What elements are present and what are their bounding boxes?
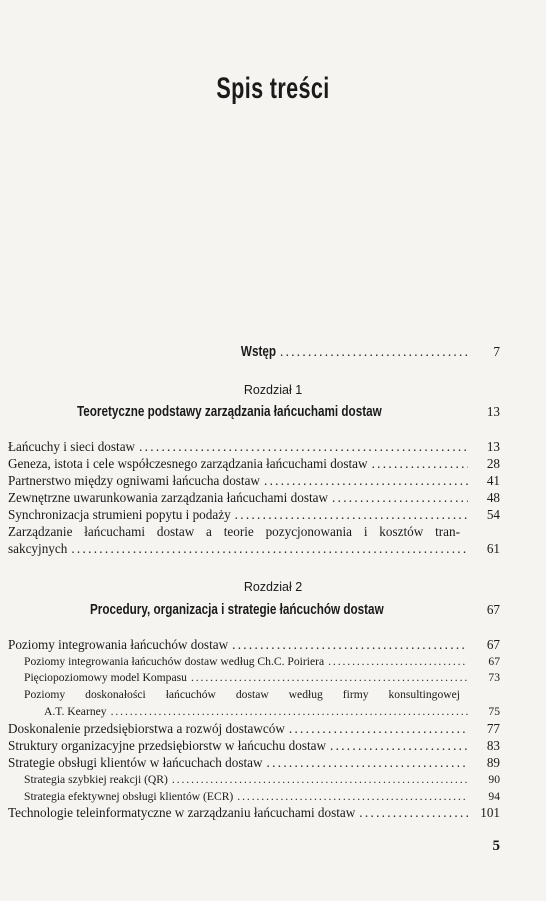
toc-entry-label-line1: Zarządzanie łańcuchami dostaw a teorie pozycjonowania i kosztów tran- [8, 524, 460, 539]
leader-dots [172, 771, 468, 788]
toc-page: 89 [486, 755, 500, 770]
toc-subentry[interactable] [8, 669, 500, 686]
toc-entry-label: Pięciopoziomowy model Kompasu [24, 671, 187, 684]
toc-entry-label-line2: A.T. Kearney [44, 705, 107, 718]
toc-entry[interactable] [8, 636, 500, 653]
leader-dots [232, 636, 468, 653]
chapter-1-heading-row[interactable] [8, 403, 500, 420]
toc-subentry[interactable] [8, 788, 500, 805]
leader-dots [332, 489, 468, 506]
toc-entry[interactable] [8, 455, 500, 472]
toc-entry[interactable] [8, 737, 500, 754]
toc-entry-label: Poziomy integrowania łańcuchów dostaw według Ch.C. Poiriera [24, 655, 325, 668]
toc-page: 94 [488, 790, 500, 803]
toc-intro[interactable] [8, 343, 500, 360]
toc-page: 73 [488, 671, 500, 684]
toc-entry-label: Strategia szybkiej reakcji (QR) [24, 773, 168, 786]
chapter-2-heading: Procedury, organizacja i strategie łańcuchów dostaw [89, 601, 384, 618]
chapter-2-label: Rozdział 2 [243, 580, 303, 594]
toc-entry-label: Geneza, istota i cele współczesnego zarządzania łańcuchami dostaw [8, 456, 368, 471]
toc-page: 48 [486, 490, 500, 505]
toc-entry-label-line2: sakcyjnych [8, 541, 68, 556]
toc-entry-label: Technologie teleinformatyczne w zarządzaniu łańcuchami dostaw [8, 805, 356, 820]
toc-subentry[interactable] [8, 771, 500, 788]
toc-entry-label: Strategia efektywnej obsługi klientów (ECR) [24, 790, 234, 803]
toc-subentry-multiline[interactable] [24, 686, 500, 720]
toc-page: 83 [486, 738, 500, 753]
toc-subentry[interactable] [8, 653, 500, 670]
leader-dots [235, 506, 468, 523]
toc-entry[interactable] [8, 438, 500, 455]
toc-page: 61 [486, 541, 500, 556]
toc-entry-label: Partnerstwo między ogniwami łańcucha dostaw [8, 473, 260, 488]
chapter-2-heading-row[interactable] [8, 601, 500, 618]
toc-entry[interactable] [8, 754, 500, 771]
toc-entry-label: Synchronizacja strumieni popytu i podaży [8, 507, 231, 522]
intro-label: Wstęp [240, 343, 276, 360]
toc-page: 41 [486, 473, 500, 488]
toc-page: 13 [486, 439, 500, 454]
toc-page: 67 [486, 602, 500, 617]
toc-entry-label: Poziomy integrowania łańcuchów dostaw [8, 637, 229, 652]
leader-dots [237, 788, 468, 805]
toc-page: 67 [486, 637, 500, 652]
leader-dots [372, 455, 468, 472]
toc-entry-label: Doskonalenie przedsiębiorstwa a rozwój dostawców [8, 721, 285, 736]
leader-dots [359, 804, 468, 821]
toc-entry[interactable] [8, 804, 500, 821]
toc-page: 77 [486, 721, 500, 736]
leader-dots [71, 540, 468, 557]
toc-page: 54 [486, 507, 500, 522]
chapter-1-label: Rozdział 1 [243, 383, 303, 397]
leader-dots [330, 737, 468, 754]
leader-dots [139, 438, 468, 455]
toc-page: 28 [486, 456, 500, 471]
toc-page: 13 [486, 404, 500, 419]
toc-entry-label-line1: Poziomy doskonałości łańcuchów dostaw według firmy konsultingowej [24, 688, 460, 701]
leader-dots [328, 653, 468, 670]
toc-page: 90 [488, 773, 500, 786]
page-number: 5 [492, 838, 500, 854]
toc-entry[interactable] [8, 489, 500, 506]
leader-dots [191, 669, 468, 686]
toc-entry-label: Strategie obsługi klientów w łańcuchach dostaw [8, 755, 263, 770]
toc-entry-label: Struktury organizacyjne przedsiębiorstw w łańcuchu dostaw [8, 738, 327, 753]
toc-page: 75 [488, 705, 500, 718]
toc-page: 7 [493, 344, 500, 359]
leader-dots [267, 754, 468, 771]
toc-entry[interactable] [8, 506, 500, 523]
toc-entry-multiline[interactable] [8, 523, 500, 557]
toc-entry-label: Łańcuchy i sieci dostaw [8, 439, 136, 454]
leader-dots [289, 720, 468, 737]
chapter-1-heading: Teoretyczne podstawy zarządzania łańcuchami dostaw [77, 403, 382, 420]
toc-entry-label: Zewnętrzne uwarunkowania zarządzania łańcuchami dostaw [8, 490, 329, 505]
leader-dots [280, 343, 468, 360]
toc-page: 101 [480, 805, 500, 820]
leader-dots [111, 703, 468, 720]
toc-entry[interactable] [8, 472, 500, 489]
toc-page: 67 [488, 655, 500, 668]
leader-dots [264, 472, 468, 489]
page-title: Spis treści [216, 72, 330, 105]
toc-entry[interactable] [8, 720, 500, 737]
